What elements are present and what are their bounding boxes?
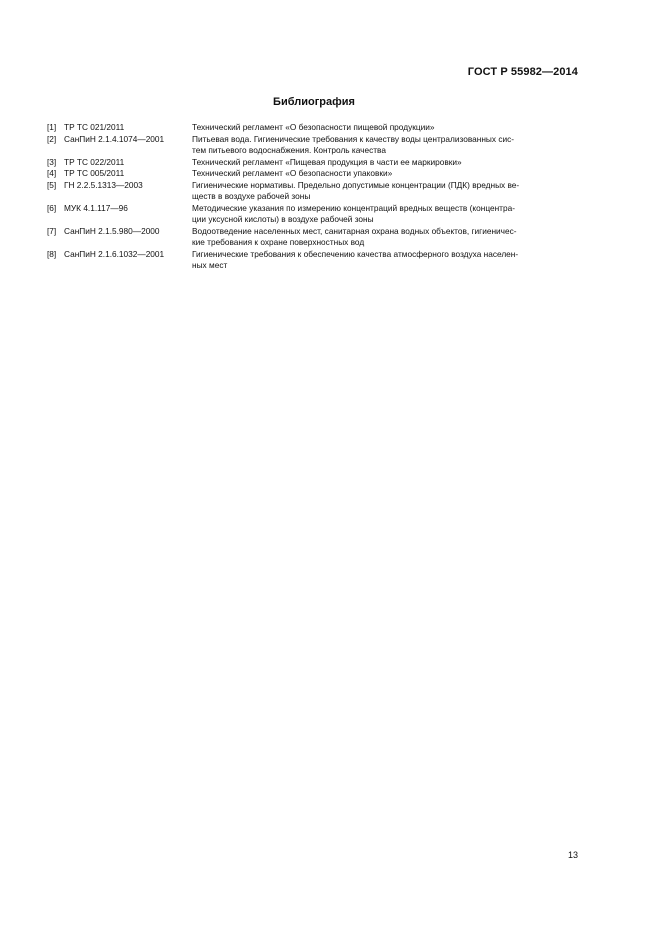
entry-code: ТР ТС 005/2011 <box>64 168 125 178</box>
bibliography-list <box>47 122 582 272</box>
entry-code: СанПиН 2.1.6.1032—2001 <box>64 248 165 259</box>
entry-number: [7] <box>47 225 57 236</box>
entry-number: [3] <box>47 156 57 167</box>
entry-description <box>192 203 582 226</box>
entry-description <box>192 122 582 134</box>
document-code: ГОСТ Р 55982—2014 <box>467 66 578 78</box>
entry-number: [1] <box>47 122 57 132</box>
bibliography-entry <box>47 168 582 180</box>
entry-number: [5] <box>47 179 57 190</box>
entry-description-line: Водоотведение населенных мест, санитарная охрана водных объектов, гигиеничес- <box>192 225 517 236</box>
entry-description-line: ции уксусной кислоты) в воздухе рабочей зоны <box>192 214 374 224</box>
entry-description-line: Технический регламент «О безопасности упаковки» <box>192 168 393 178</box>
entry-code: МУК 4.1.117—96 <box>64 202 128 213</box>
bibliography-entry <box>47 157 582 169</box>
entry-description-line: Методические указания по измерению концентраций вредных веществ (концентра- <box>192 202 515 213</box>
entry-description <box>192 226 582 249</box>
bibliography-entry <box>47 203 582 226</box>
bibliography-entry <box>47 180 582 203</box>
entry-description-line: тем питьевого водоснабжения. Контроль качества <box>192 145 386 155</box>
entry-code: ГН 2.2.5.1313—2003 <box>64 179 143 190</box>
entry-description-line: ществ в воздухе рабочей зоны <box>192 191 311 201</box>
entry-description <box>192 180 582 203</box>
entry-code: ТР ТС 022/2011 <box>64 156 125 167</box>
entry-number: [8] <box>47 248 57 259</box>
entry-code: ТР ТС 021/2011 <box>64 122 125 132</box>
page-title: Библиография <box>273 96 355 108</box>
entry-description <box>192 157 582 169</box>
entry-description-line: Питьевая вода. Гигиенические требования к качеству воды централизованных сис- <box>192 133 515 144</box>
bibliography-entry <box>47 134 582 157</box>
entry-description-line: кие требования к охране поверхностных вод <box>192 237 365 247</box>
entry-description-line: Технический регламент «О безопасности пищевой продукции» <box>192 122 435 132</box>
entry-code: СанПиН 2.1.4.1074—2001 <box>64 133 165 144</box>
entry-description-line: Технический регламент «Пищевая продукция в части ее маркировки» <box>192 156 462 167</box>
bibliography-entry <box>47 249 582 272</box>
entry-description <box>192 249 582 272</box>
entry-number: [4] <box>47 168 57 178</box>
bibliography-entry <box>47 122 582 134</box>
page-number: 13 <box>567 850 578 860</box>
entry-number: [2] <box>47 133 57 144</box>
entry-code: СанПиН 2.1.5.980—2000 <box>64 225 160 236</box>
entry-description-line: Гигиенические нормативы. Предельно допустимые концентрации (ПДК) вредных ве- <box>192 179 520 190</box>
entry-description-line: ных мест <box>192 260 228 270</box>
entry-description <box>192 168 582 180</box>
entry-description-line: Гигиенические требования к обеспечению качества атмосферного воздуха населен- <box>192 248 519 259</box>
entry-number: [6] <box>47 202 57 213</box>
bibliography-entry <box>47 226 582 249</box>
entry-description <box>192 134 582 157</box>
